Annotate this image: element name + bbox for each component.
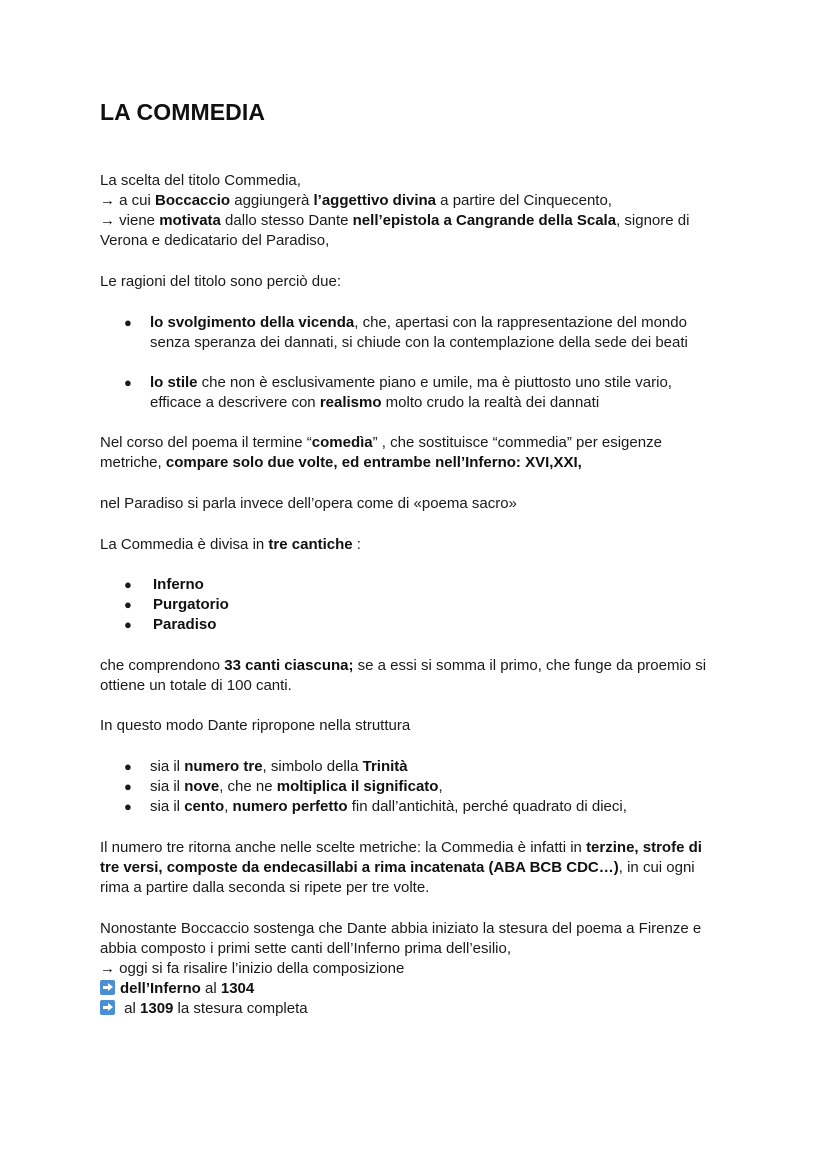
bullet: ● [124, 779, 132, 794]
right-arrow-icon [100, 980, 115, 995]
bullet: ● [124, 597, 132, 612]
right-arrow-icon [100, 1000, 115, 1015]
cantica-item: Inferno [153, 576, 204, 593]
composizione-line-5: al 1309 la stesura completa [100, 999, 308, 1019]
reason-1-line-2: senza speranza dei dannati, si chiude con la contemplazione della sede dei beati [150, 334, 688, 351]
page-title: LA COMMEDIA [100, 99, 266, 125]
bullet: ● [124, 799, 132, 814]
reason-2-line-1: lo stile che non è esclusivamente piano e umile, ma è piuttosto uno stile vario, [150, 374, 672, 391]
comedia-line-1: Nel corso del poema il termine “comedìa” , che sostituisce “commedia” per esigenze [100, 434, 662, 451]
bullet: ● [124, 577, 132, 592]
reasons-heading: Le ragioni del titolo sono perciò due: [100, 273, 341, 290]
cantica-item: Paradiso [153, 616, 217, 633]
metrica-line-1: Il numero tre ritorna anche nelle scelte metriche: la Commedia è infatti in terzine, strofe di [100, 839, 702, 856]
intro-line-3: → viene motivata dallo stesso Dante nell’epistola a Cangrande della Scala, signore di [100, 212, 690, 229]
paradiso-line: nel Paradiso si parla invece dell’opera come di «poema sacro» [100, 495, 517, 512]
reason-2-line-2: efficace a descrivere con realismo molto crudo la realtà dei dannati [150, 394, 600, 411]
composizione-line-3: → oggi si fa risalire l’inizio della composizione [100, 960, 405, 977]
struttura-item-3: sia il cento, numero perfetto fin dall’antichità, perché quadrato di dieci, [150, 798, 627, 815]
intro-line-4: Verona e dedicatario del Paradiso, [100, 232, 330, 249]
struttura-item-1: sia il numero tre, simbolo della Trinità [150, 758, 408, 775]
metrica-line-2: tre versi, composte da endecasillabi a rima incatenata (ABA BCB CDC…), in cui ogni [100, 859, 695, 876]
struttura-item-2: sia il nove, che ne moltiplica il significato, [150, 778, 443, 795]
bullet: ● [124, 617, 132, 632]
bullet: ● [124, 315, 132, 330]
canti-line-2: ottiene un totale di 100 canti. [100, 677, 292, 694]
reason-1-line-1: lo svolgimento della vicenda, che, apertasi con la rappresentazione del mondo [150, 314, 687, 331]
composizione-line-1: Nonostante Boccaccio sostenga che Dante abbia iniziato la stesura del poema a Firenze e [100, 920, 702, 937]
metrica-line-3: rima a partire dalla seconda si ripete per tre volte. [100, 879, 430, 896]
bullet: ● [124, 759, 132, 774]
bullet: ● [124, 375, 132, 390]
intro-line-2: → a cui Boccaccio aggiungerà l’aggettivo divina a partire del Cinquecento, [100, 192, 612, 209]
comedia-line-2: metriche, compare solo due volte, ed entrambe nell’Inferno: XVI,XXI, [100, 454, 582, 471]
intro-line-1: La scelta del titolo Commedia, [100, 172, 301, 189]
cantiche-intro: La Commedia è divisa in tre cantiche : [100, 536, 361, 553]
composizione-line-4: dell’Inferno al 1304 [100, 979, 254, 999]
cantica-item: Purgatorio [153, 596, 229, 613]
composizione-line-2: abbia composto i primi sette canti dell’Inferno prima dell’esilio, [100, 940, 512, 957]
struttura-intro: In questo modo Dante ripropone nella struttura [100, 717, 411, 734]
canti-line-1: che comprendono 33 canti ciascuna; se a essi si somma il primo, che funge da proemio si [100, 657, 707, 674]
